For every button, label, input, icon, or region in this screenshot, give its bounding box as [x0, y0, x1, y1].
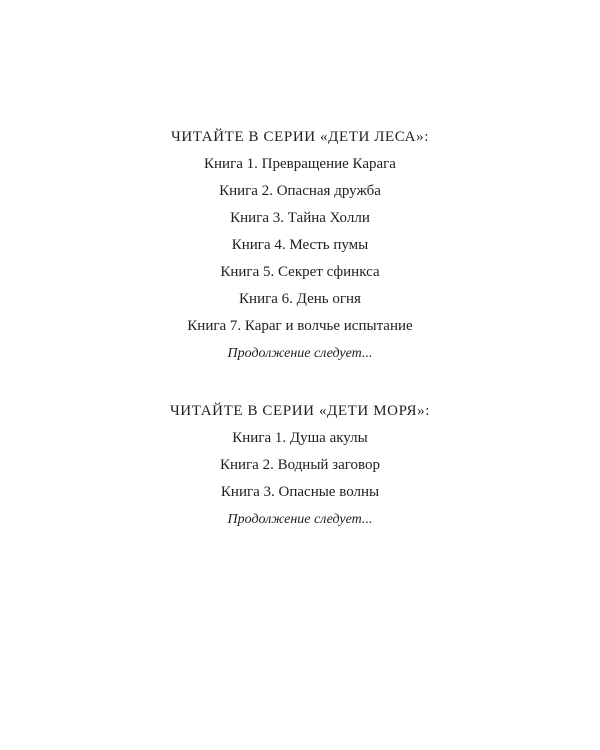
book-list-item: Книга 1. Душа акулы [232, 430, 368, 446]
book-list-item: Книга 3. Тайна Холли [230, 210, 370, 226]
forest-series-continuation: Продолжение следует... [227, 346, 373, 361]
book-list-item: Книга 3. Опасные волны [220, 484, 380, 500]
book-list-item: Книга 5. Секрет сфинкса [220, 264, 380, 280]
sea-series-section [0, 398, 600, 533]
book-list-item: Книга 2. Опасная дружба [219, 183, 381, 199]
sea-series-heading: ЧИТАЙТЕ В СЕРИИ «ДЕТИ МОРЯ»: [169, 403, 431, 419]
sea-series-continuation: Продолжение следует... [227, 512, 373, 527]
book-list-item: Книга 1. Превращение Карага [204, 156, 396, 172]
book-list-item: Книга 2. Водный заговор [219, 457, 381, 473]
sea-series-book-list [0, 425, 600, 506]
forest-series-book-list [0, 151, 600, 340]
book-list-item: Книга 4. Месть пумы [231, 237, 369, 253]
forest-series-section [0, 124, 600, 367]
book-list-item: Книга 7. Караг и волчье испытание [187, 318, 413, 334]
forest-series-heading: ЧИТАЙТЕ В СЕРИИ «ДЕТИ ЛЕСА»: [171, 129, 429, 145]
book-list-item: Книга 6. День огня [239, 291, 361, 307]
